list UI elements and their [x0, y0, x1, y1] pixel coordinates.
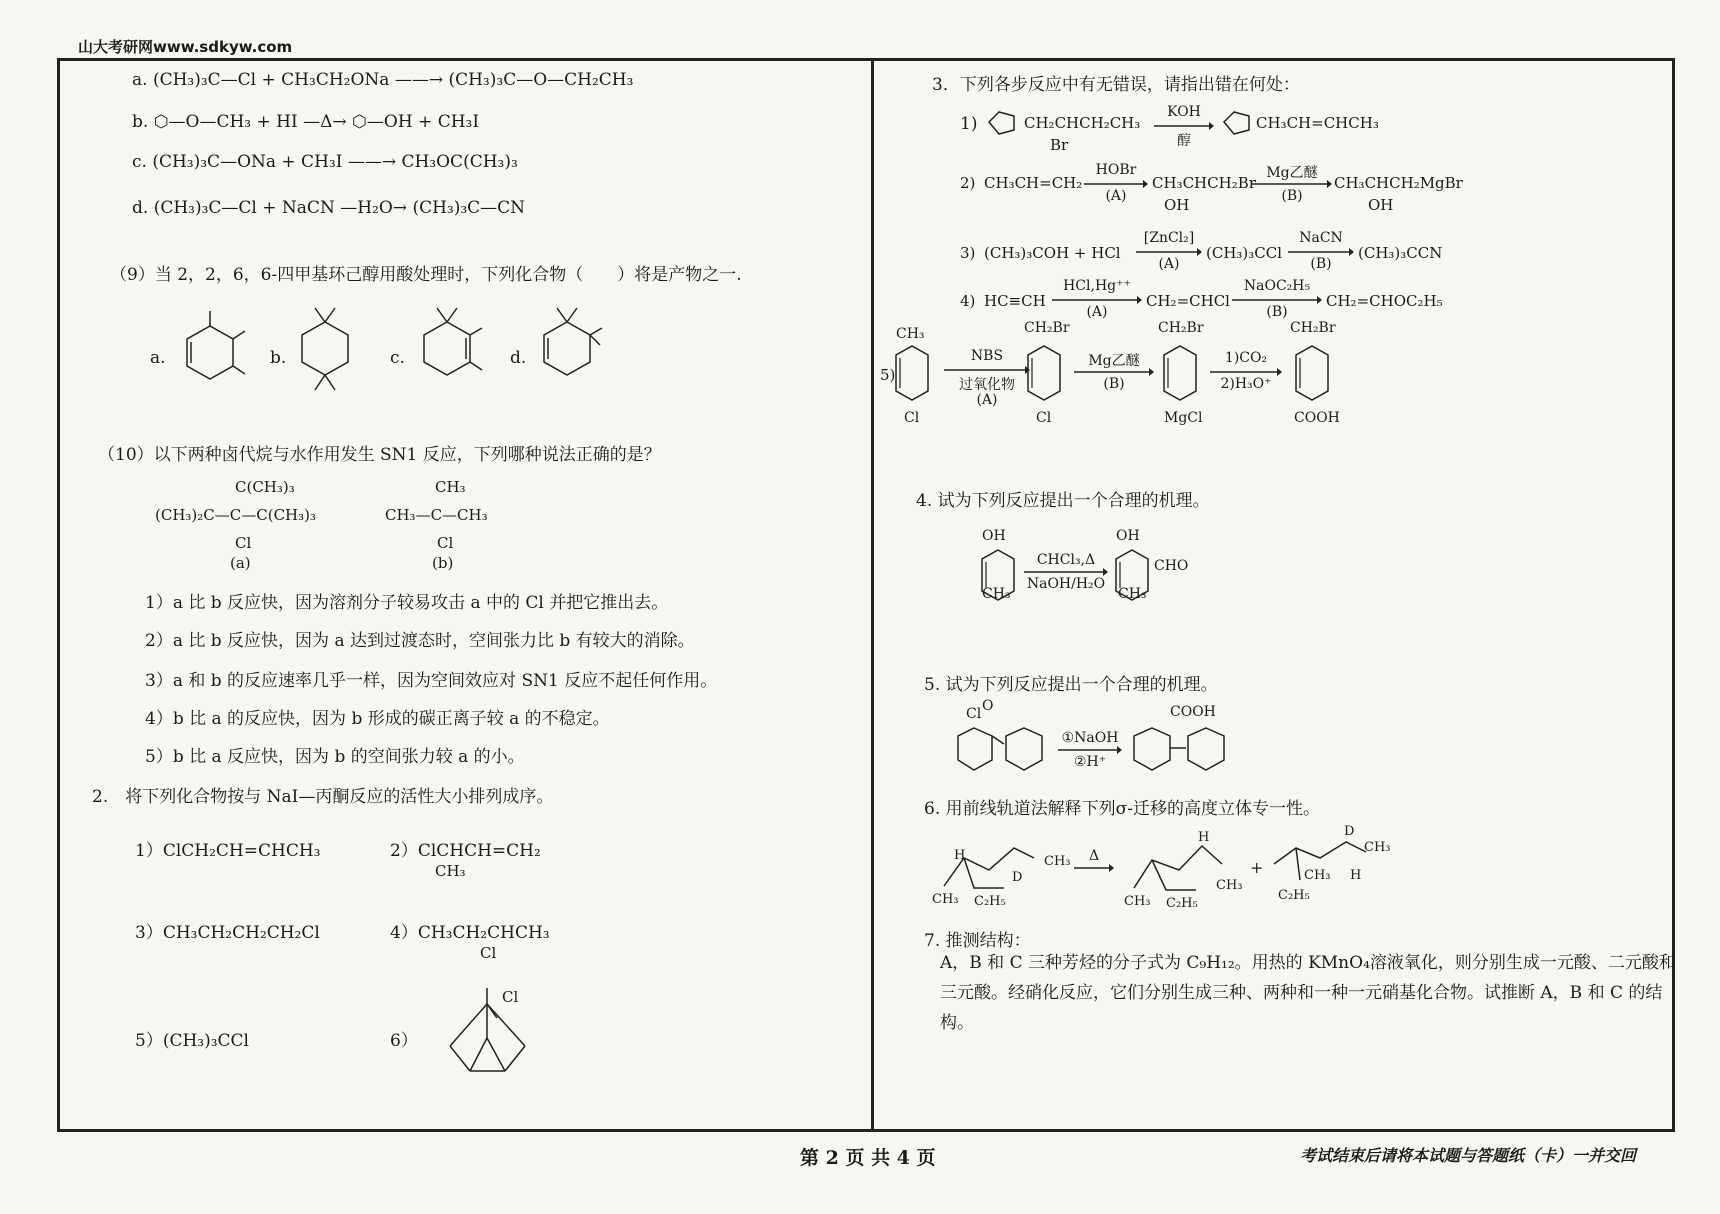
- arrow-icon: [1232, 296, 1322, 304]
- q2-item-6-structure: [425, 976, 555, 1086]
- q3-5-ch3: CH₃: [896, 326, 925, 342]
- footer-note: 考试结束后请将本试题与答题纸（卡）一并交回: [1300, 1146, 1637, 1165]
- q3-2-right: CH₃CHCH₂MgBr: [1334, 174, 1463, 192]
- q2-item-6-sub: Cl: [502, 988, 519, 1006]
- q3-3-reagent-b: NaCN: [1299, 230, 1343, 246]
- q10-option-4: 4）b 比 a 的反应快，因为 b 形成的碳正离子较 a 的不稳定。: [145, 709, 610, 729]
- q3-5-reagent-c: 1)CO₂: [1224, 350, 1268, 366]
- q4-reagent: CHCl₃,Δ: [1036, 552, 1096, 568]
- q10-a-mid: (CH₃)₂C—C—C(CH₃)₃: [155, 506, 317, 524]
- question-2: 2. 将下列化合物按与 NaI—丙酮反应的活性大小排列成序。: [92, 787, 554, 807]
- question-7-title: 7. 推测结构：: [924, 931, 1031, 951]
- question-7-text: A，B 和 C 三种芳烃的分子式为 C₉H₁₂。用热的 KMnO₄溶液氧化，则分别生成一元酸、二元酸和三元酸。经硝化反应，它们分别生成三种、两种和一种一元硝基化合物。试推断 A，B 和 C 的结构。: [940, 953, 1676, 1033]
- q3-2-reagent-a: HOBr: [1095, 162, 1137, 178]
- q3-4-reagent-b: NaOC₂H₅: [1243, 278, 1311, 294]
- q6-plus: +: [1250, 858, 1264, 877]
- q10-a-bottom: Cl: [235, 534, 252, 552]
- q9-label-d: d.: [510, 348, 527, 368]
- q9-label-c: c.: [390, 348, 405, 368]
- q4-reagent-below: NaOH/H₂O: [1026, 576, 1106, 592]
- q6-heat: Δ: [1088, 848, 1100, 864]
- q5-cooh: COOH: [1170, 704, 1216, 720]
- q2-item-2: 2）ClCHCH=CH₂: [390, 841, 541, 861]
- question-5: 5. 试为下列反应提出一个合理的机理。: [924, 675, 1218, 695]
- reaction-b: b. ⬡—O—CH₃ + HI —Δ→ ⬡—OH + CH₃I: [132, 112, 480, 132]
- benzene-ring-icon: [1160, 342, 1200, 406]
- q3-5-num: 5): [880, 366, 896, 384]
- arrow-icon: [1074, 368, 1154, 376]
- q3-2-right-sub: OH: [1368, 196, 1394, 214]
- page-number: 第 2 页 共 4 页: [800, 1147, 936, 1169]
- q3-5-label-b: (B): [1103, 376, 1125, 392]
- q4-ch3: CH₃: [982, 586, 1011, 602]
- q3-2-num: 2): [960, 174, 976, 192]
- question-4: 4. 试为下列反应提出一个合理的机理。: [916, 491, 1210, 511]
- reaction-a: a. (CH₃)₃C—Cl + CH₃CH₂ONa ——→ (CH₃)₃C—O—CH₂CH₃: [132, 70, 634, 90]
- reaction-c: c. (CH₃)₃C—ONa + CH₃I ——→ CH₃OC(CH₃)₃: [132, 152, 518, 172]
- reaction-d: d. (CH₃)₃C—Cl + NaCN —H₂O→ (CH₃)₃C—CN: [132, 198, 526, 218]
- q3-5-cl-2: Cl: [1036, 410, 1052, 426]
- q2-item-4: 4）CH₃CH₂CHCH₃: [390, 923, 550, 943]
- q3-4-left: HC≡CH: [984, 292, 1046, 310]
- q4-product-ch3: CH₃: [1118, 586, 1147, 602]
- watermark: 山大考研网www.sdkyw.com: [78, 38, 293, 56]
- q6-h-1: H: [954, 848, 966, 863]
- benzene-ring-icon: [1024, 342, 1064, 406]
- q3-3-label-a: (A): [1158, 256, 1180, 272]
- benzene-ring-icon: [1292, 342, 1332, 406]
- q3-3-left: (CH₃)₃COH + HCl: [984, 244, 1121, 262]
- q3-5-reagent-c-below: 2)H₃O⁺: [1220, 376, 1272, 392]
- q2-item-5: 5）(CH₃)₃CCl: [135, 1031, 249, 1051]
- q10-a-label: (a): [230, 554, 251, 572]
- q5-reactant-rings: [954, 722, 1054, 778]
- q3-4-num: 4): [960, 292, 976, 310]
- q3-5-ch2br-1: CH₂Br: [1024, 320, 1070, 336]
- q9-label-a: a.: [150, 348, 166, 368]
- right-column: [874, 58, 1676, 1132]
- q2-item-2-sub: CH₃: [435, 862, 466, 880]
- q6-c2h5-3: C₂H₅: [1278, 888, 1310, 903]
- q6-c2h5-1: C₂H₅: [974, 894, 1006, 909]
- q3-3-reagent-a: [ZnCl₂]: [1143, 230, 1195, 246]
- q6-ch3-1: CH₃: [1044, 854, 1071, 869]
- q3-5-ch2br-2: CH₂Br: [1158, 320, 1204, 336]
- q3-3-mid: (CH₃)₃CCl: [1206, 244, 1283, 262]
- arrow-icon: [1084, 180, 1148, 188]
- q3-2-left: CH₃CH=CH₂: [984, 174, 1083, 192]
- q3-1-solvent: 醇: [1177, 133, 1191, 149]
- q5-product-rings: [1130, 722, 1240, 778]
- q3-5-mgcl: MgCl: [1164, 410, 1203, 426]
- q3-5-label-a: (A): [976, 392, 998, 408]
- q3-5-reagent-a-below: 过氧化物: [959, 377, 1015, 393]
- q5-reagent-1: ①NaOH: [1061, 730, 1119, 746]
- q3-1-left: CH₂CHCH₂CH₃: [1024, 114, 1141, 132]
- q3-1-reagent: KOH: [1167, 104, 1201, 120]
- q6-h-3: H: [1350, 868, 1362, 883]
- q3-2-mid-sub: OH: [1164, 196, 1190, 214]
- q9-structure-d: [530, 300, 605, 400]
- q3-4-mid: CH₂=CHCl: [1146, 292, 1230, 310]
- cyclopentene-icon: [1219, 108, 1259, 138]
- q3-5-cooh: COOH: [1294, 410, 1340, 426]
- q3-2-reagent-b: Mg乙醚: [1266, 165, 1318, 181]
- q5-cl: Cl: [966, 706, 982, 722]
- q9-structure-c: [410, 300, 485, 400]
- q4-cho: CHO: [1154, 558, 1189, 574]
- cyclopentene-icon: [984, 108, 1024, 138]
- arrow-icon: [1052, 296, 1142, 304]
- arrow-icon: [1252, 180, 1332, 188]
- q3-2-label-a: (A): [1105, 188, 1127, 204]
- q4-oh: OH: [982, 528, 1006, 544]
- q10-b-mid: CH₃—C—CH₃: [385, 506, 488, 524]
- q6-ch3-2: CH₃: [932, 892, 959, 907]
- q6-c2h5-2: C₂H₅: [1166, 896, 1198, 911]
- question-9: （9）当 2，2，6，6-四甲基环己醇用酸处理时，下列化合物（ ）将是产物之一.: [110, 265, 742, 285]
- question-6: 6. 用前线轨道法解释下列σ-迁移的高度立体专一性。: [924, 799, 1320, 819]
- arrow-icon: [1024, 568, 1108, 576]
- q3-3-right: (CH₃)₃CCN: [1358, 244, 1443, 262]
- arrow-icon: [1074, 864, 1114, 872]
- question-10: （10）以下两种卤代烷与水作用发生 SN1 反应，下列哪种说法正确的是？: [98, 445, 661, 465]
- q2-item-3: 3）CH₃CH₂CH₂CH₂Cl: [135, 923, 320, 943]
- q3-1-right: CH₃CH=CHCH₃: [1256, 114, 1379, 132]
- q10-option-2: 2）a 比 b 反应快，因为 a 达到过渡态时，空间张力比 b 有较大的消除。: [145, 631, 695, 651]
- q6-d-1: D: [1012, 870, 1023, 885]
- arrow-icon: [1058, 746, 1122, 754]
- question-3: 3．下列各步反应中有无错误，请指出错在何处：: [932, 75, 1300, 95]
- arrow-icon: [944, 366, 1030, 374]
- q3-5-cl: Cl: [904, 410, 920, 426]
- q6-ch3-3: CH₃: [1216, 878, 1243, 893]
- q10-b-bottom: Cl: [437, 534, 454, 552]
- q3-1-sub: Br: [1050, 136, 1069, 154]
- q6-ch3-4: CH₃: [1124, 894, 1151, 909]
- q6-ch3-6: CH₃: [1304, 868, 1331, 883]
- q3-3-num: 3): [960, 244, 976, 262]
- q3-4-label-b: (B): [1266, 304, 1288, 320]
- q10-option-3: 3）a 和 b 的反应速率几乎一样，因为空间效应对 SN1 反应不起任何作用。: [145, 671, 718, 691]
- q6-d-2: D: [1344, 824, 1355, 839]
- q6-h-2: H: [1198, 830, 1210, 845]
- q3-2-mid: CH₃CHCH₂Br: [1152, 174, 1256, 192]
- arrow-icon: [1210, 368, 1282, 376]
- q10-a-top: C(CH₃)₃: [235, 478, 295, 496]
- q10-b-top: CH₃: [435, 478, 466, 496]
- q3-5-ch2br-3: CH₂Br: [1290, 320, 1336, 336]
- q2-item-1: 1）ClCH₂CH=CHCH₃: [135, 841, 321, 861]
- q10-b-label: (b): [432, 554, 454, 572]
- q2-item-4-sub: Cl: [480, 944, 497, 962]
- q3-4-reagent-a: HCl,Hg⁺⁺: [1063, 278, 1131, 294]
- q3-2-label-b: (B): [1281, 188, 1303, 204]
- q3-5-reagent-b: Mg乙醚: [1088, 353, 1140, 369]
- q10-option-5: 5）b 比 a 反应快，因为 b 的空间张力较 a 的小。: [145, 747, 525, 767]
- q3-4-right: CH₂=CHOC₂H₅: [1326, 292, 1443, 310]
- q3-3-label-b: (B): [1310, 256, 1332, 272]
- q2-item-6: 6）: [390, 1031, 418, 1051]
- q3-4-label-a: (A): [1086, 304, 1108, 320]
- arrow-icon: [1288, 248, 1354, 256]
- q3-1-num: 1): [960, 114, 978, 134]
- arrow-icon: [1136, 248, 1202, 256]
- q4-product-oh: OH: [1116, 528, 1140, 544]
- q5-o: O: [982, 698, 994, 714]
- q5-reagent-2: ②H⁺: [1073, 754, 1107, 770]
- q9-label-b: b.: [270, 348, 287, 368]
- arrow-icon: [1154, 122, 1214, 130]
- q9-structure-a: [175, 306, 245, 396]
- left-column: [60, 58, 868, 1132]
- q3-5-reagent-a: NBS: [970, 348, 1004, 364]
- benzene-ring-icon: [892, 342, 932, 406]
- q9-structure-b: [290, 300, 360, 400]
- q6-ch3-5: CH₃: [1364, 840, 1391, 855]
- q10-option-1: 1）a 比 b 反应快，因为溶剂分子较易攻击 a 中的 Cl 并把它推出去。: [145, 593, 669, 613]
